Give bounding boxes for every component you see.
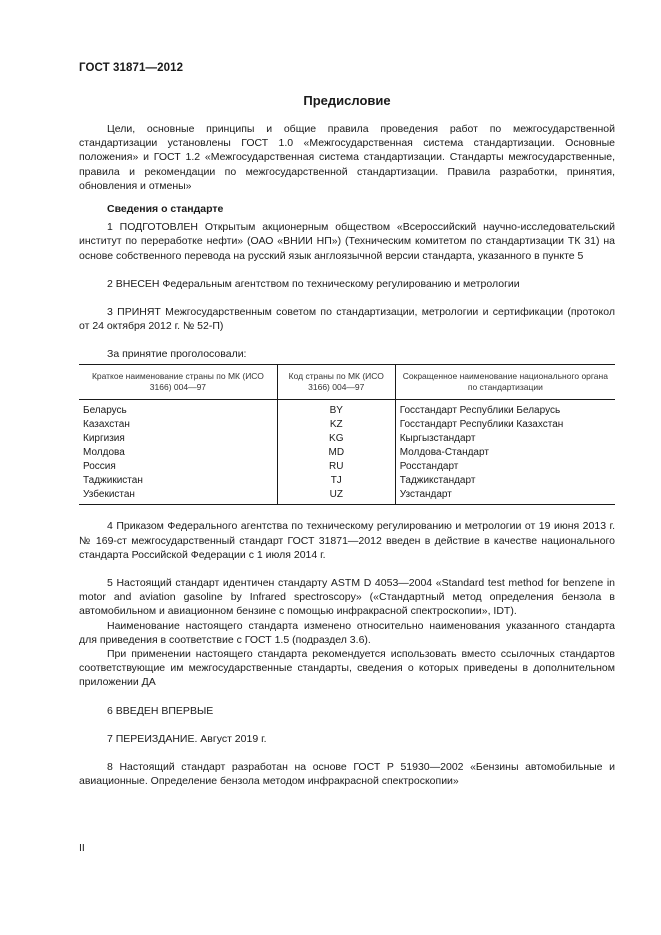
body-cell: Кыргызстандарт: [395, 432, 615, 446]
item-5-paragraph: 5 Настоящий стандарт идентичен стандарту ASTM D 4053—2004 «Standard test method for benzene in motor and aviation gasoline by Infrared spectroscopy» («Стандартный метод определения бензола в автомобильном и авиационном бензине с помощью инфракрасной спектроскопии», IDT).: [79, 576, 615, 618]
table-row: [79, 460, 615, 474]
code-cell: BY: [277, 399, 395, 418]
document-body: [79, 122, 615, 788]
column-header-body: Сокращенное наименование национального органа по стандартизации: [395, 364, 615, 399]
code-cell: TJ: [277, 474, 395, 488]
table-row: [79, 446, 615, 460]
item-5-note-paragraph: Наименование настоящего стандарта изменено относительно наименования указанного стандарта для приведения в соответствие с ГОСТ 1.5 (подраздел 3.6).: [79, 619, 615, 646]
voting-table: [79, 364, 615, 506]
body-cell: Росстандарт: [395, 460, 615, 474]
section-subheading: Сведения о стандарте: [107, 203, 224, 216]
table-row: [79, 432, 615, 446]
vote-label: За принятие проголосовали:: [107, 348, 247, 361]
country-cell: Молдова: [83, 446, 125, 458]
item-6-paragraph: 6 ВВЕДЕН ВПЕРВЫЕ: [107, 704, 214, 717]
body-cell: Молдова-Стандарт: [395, 446, 615, 460]
body-cell: Госстандарт Республики Казахстан: [395, 418, 615, 432]
document-code: ГОСТ 31871—2012: [79, 62, 184, 74]
page-title: Предисловие: [303, 93, 391, 108]
item-4-paragraph: 4 Приказом Федерального агентства по техническому регулированию и метрологии от 19 июня 2013 г. № 169-ст межгосударственный стандарт ГОСТ 31871—2012 введен в действие в качестве национального стандарта Российской Федерации с 1 июля 2014 г.: [79, 520, 615, 561]
code-cell: MD: [277, 446, 395, 460]
item-5-usage-paragraph: При применении настоящего стандарта рекомендуется использовать вместо ссылочных стандартов соответствующие им межгосударственные стандарты, сведения о которых приведены в дополнительном приложении ДА: [79, 647, 615, 689]
page-number: II: [79, 842, 85, 854]
column-header-code: Код страны по МК (ИСО 3166) 004—97: [277, 364, 395, 399]
code-cell: KG: [277, 432, 395, 446]
body-cell: Узстандарт: [395, 488, 615, 505]
body-cell: Госстандарт Республики Беларусь: [395, 399, 615, 418]
code-cell: KZ: [277, 418, 395, 432]
table-header-row: [79, 364, 615, 399]
column-header-country: Краткое наименование страны по МК (ИСО 3166) 004—97: [79, 364, 277, 399]
intro-paragraph: Цели, основные принципы и общие правила проведения работ по межгосударственной стандартизации установлены ГОСТ 1.0 «Межгосударственная система стандартизации. Основные положения» и ГОСТ 1.2 «Межгосударственная система стандартизации. Стандарты межгосударственные, правила и рекомендации по межгосударственной стандартизации. Правила разработки, принятия, обновления и отмены»: [79, 123, 615, 192]
table-row: [79, 488, 615, 505]
table-row: [79, 474, 615, 488]
body-cell: Таджикстандарт: [395, 474, 615, 488]
country-cell: Казахстан: [83, 418, 130, 430]
code-cell: UZ: [277, 488, 395, 505]
country-cell: Таджикистан: [83, 475, 143, 487]
item-7-paragraph: 7 ПЕРЕИЗДАНИЕ. Август 2019 г.: [107, 732, 267, 745]
table-row: [79, 418, 615, 432]
item-2-paragraph: 2 ВНЕСЕН Федеральным агентством по техническому регулированию и метрологии: [107, 277, 520, 290]
table-row: [79, 399, 615, 418]
country-cell: Россия: [83, 461, 116, 473]
country-cell: Беларусь: [83, 404, 127, 416]
country-cell: Узбекистан: [79, 488, 277, 505]
item-8-paragraph: 8 Настоящий стандарт разработан на основе ГОСТ Р 51930—2002 «Бензины автомобильные и авиационные. Определение бензола методом инфракрасной спектроскопии»: [79, 760, 615, 788]
item-1-paragraph: 1 ПОДГОТОВЛЕН Открытым акционерным обществом «Всероссийский научно-исследовательский институт по переработке нефти» (ОАО «ВНИИ НП») (Техническим комитетом по стандартизации ТК 31) на основе собственного перевода на русский язык англоязычной версии стандарта, указанного в пункте 5: [79, 221, 615, 262]
country-cell: Киргизия: [83, 432, 125, 444]
item-3-paragraph: 3 ПРИНЯТ Межгосударственным советом по стандартизации, метрологии и сертификации (протокол от 24 октября 2012 г. № 52-П): [79, 306, 615, 333]
code-cell: RU: [277, 460, 395, 474]
